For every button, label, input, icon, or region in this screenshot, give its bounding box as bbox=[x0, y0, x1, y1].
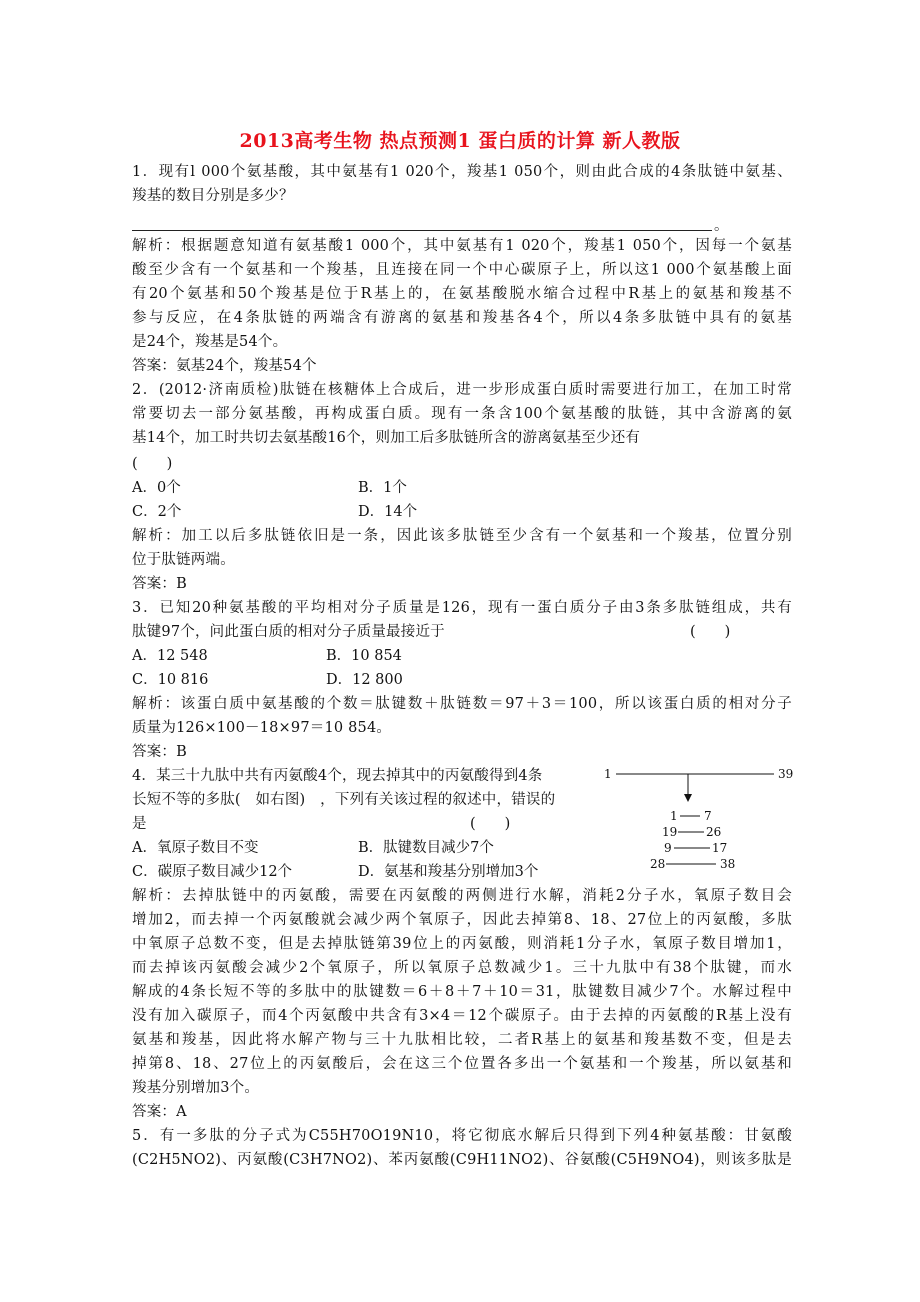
q4-analysis-line: 解成的4条长短不等的多肽中的肽键数＝6＋8＋7＋10＝31，肽键数目减少7个。水解过程中 bbox=[132, 984, 792, 1000]
q2-option-b: B．1个 bbox=[358, 480, 407, 496]
q4-line: 是 bbox=[132, 816, 147, 832]
q3-analysis-line: 质量为126×100－18×97＝10 854。 bbox=[132, 720, 392, 736]
segment-3-end-label: 17 bbox=[712, 841, 728, 855]
q4-option-c: C．碳原子数目减少12个 bbox=[132, 864, 293, 880]
page-title: 2013高考生物 热点预测1 蛋白质的计算 新人教版 bbox=[239, 130, 681, 152]
q1-analysis-line: 参与反应，在4条肽链的两端含有游离的氨基和羧基各4个，所以4条多肽链中具有的氨基 bbox=[132, 310, 792, 326]
q2-answer: 答案：B bbox=[132, 576, 187, 592]
q3-option-d: D．12 800 bbox=[326, 672, 403, 688]
segment-1-end-label: 7 bbox=[704, 809, 712, 823]
q3-answer: 答案：B bbox=[132, 744, 187, 760]
q2-answer-parentheses: ( ) bbox=[132, 456, 173, 472]
q3-option-b: B．10 854 bbox=[326, 648, 402, 664]
q2-line: 2．(2012·济南质检)肽链在核糖体上合成后，进一步形成蛋白质时需要进行加工，在加工时常 bbox=[132, 382, 792, 398]
q1-line-1: 1．现有l 000个氨基酸，其中氨基有1 020个，羧基1 050个，则由此合成的4条肽链中氨基、 bbox=[132, 164, 792, 180]
q1-line-2: 羧基的数目分别是多少？ bbox=[132, 188, 294, 204]
segment-2-start-label: 19 bbox=[662, 825, 678, 839]
segment-3-start-label: 9 bbox=[664, 841, 672, 855]
q1-analysis-line: 是24个，羧基是54个。 bbox=[132, 334, 288, 350]
q4-analysis-line: 增加2，而去掉一个丙氨酸就会减少两个氧原子，因此去掉第8、18、27位上的丙氨酸，多肽 bbox=[132, 912, 792, 928]
q1-analysis-line: 有20个氨基和50个羧基是位于R基上的，在氨基酸脱水缩合过程中R基上的氨基和羧基不 bbox=[132, 286, 792, 302]
q1-blank-period: 。 bbox=[714, 218, 729, 234]
q2-option-d: D．14个 bbox=[358, 504, 418, 520]
q4-analysis-line: 中氧原子总数不变，但是去掉肽链第39位上的丙氨酸，则消耗1分子水，氧原子数目增加1， bbox=[132, 936, 792, 952]
q3-line: 3．已知20种氨基酸的平均相对分子质量是126，现有一蛋白质分子由3条多肽链组成，共有 bbox=[132, 600, 792, 616]
q4-analysis-line: 解析：去掉肽链中的丙氨酸，需要在丙氨酸的两侧进行水解，消耗2分子水，氧原子数目会 bbox=[132, 888, 792, 904]
q1-analysis-line: 酸至少含有一个氨基和一个羧基，且连接在同一个中心碳原子上，所以这1 000个氨基酸上面 bbox=[132, 262, 792, 278]
q2-line: 常要切去一部分氨基酸，再构成蛋白质。现有一条含100个氨基酸的肽链，其中含游离的氨 bbox=[132, 406, 792, 422]
segment-4-end-label: 38 bbox=[720, 857, 736, 871]
q3-option-c: C．10 816 bbox=[132, 672, 209, 688]
main-chain-start-label: 1 bbox=[604, 767, 612, 781]
q2-analysis-line: 解析：加工以后多肽链依旧是一条，因此该多肽链至少含有一个氨基和一个羧基，位置分别 bbox=[132, 528, 792, 544]
q3-analysis-line: 解析：该蛋白质中氨基酸的个数＝肽键数＋肽链数＝97＋3＝100，所以该蛋白质的相对分子 bbox=[132, 696, 792, 712]
q3-option-a: A．12 548 bbox=[132, 648, 208, 664]
q4-option-b: B．肽键数目减少7个 bbox=[358, 840, 494, 856]
q3-answer-parentheses: ( ) bbox=[690, 624, 731, 640]
segment-4-start-label: 28 bbox=[650, 857, 666, 871]
hydrolysis-arrow-head bbox=[684, 794, 692, 802]
q4-analysis-line: 氨基和羧基，因此将水解产物与三十九肽相比较，二者R基上的氨基和羧基数不变，但是去 bbox=[132, 1032, 792, 1048]
q2-option-a: A．0个 bbox=[132, 480, 181, 496]
q4-answer-parentheses: ( ) bbox=[470, 816, 511, 832]
q1-answer-blank bbox=[132, 230, 712, 231]
q4-option-d: D．氨基和羧基分别增加3个 bbox=[358, 864, 539, 880]
q2-option-c: C．2个 bbox=[132, 504, 182, 520]
q4-line: 4．某三十九肽中共有丙氨酸4个，现去掉其中的丙氨酸得到4条 bbox=[132, 768, 543, 784]
q2-line: 基14个，加工时共切去氨基酸16个，则加工后多肽链所含的游离氨基至少还有 bbox=[132, 430, 641, 446]
q4-analysis-line: 掉第8、18、27位上的丙氨酸后，会在这三个位置各多出一个氨基和一个羧基，所以氨基和 bbox=[132, 1056, 792, 1072]
q1-answer: 答案：氨基24个，羧基54个 bbox=[132, 358, 317, 374]
q1-analysis-line: 解析：根据题意知道有氨基酸1 000个，其中氨基有1 020个，羧基1 050个，因每一个氨基 bbox=[132, 238, 792, 254]
q4-analysis-line: 没有加入碳原子，而4个丙氨酸中共含有3×4＝12个碳原子。由于去掉的丙氨酸的R基上没有 bbox=[132, 1008, 792, 1024]
q4-analysis-line: 而去掉该丙氨酸会减少2个氧原子，所以氧原子总数减少1。三十九肽中有38个肽键，而水 bbox=[132, 960, 792, 976]
q5-line: 5．有一多肽的分子式为C55H70O19N10，将它彻底水解后只得到下列4种氨基酸：甘氨酸 bbox=[132, 1128, 792, 1144]
q4-answer: 答案：A bbox=[132, 1104, 187, 1120]
q4-analysis-line: 羧基分别增加3个。 bbox=[132, 1080, 260, 1096]
q4-option-a: A．氧原子数目不变 bbox=[132, 840, 259, 856]
q3-line: 肽键97个，问此蛋白质的相对分子质量最接近于 bbox=[132, 624, 445, 640]
q4-line: 长短不等的多肽( 如右图) ，下列有关该过程的叙述中，错误的 bbox=[132, 792, 556, 808]
segment-2-end-label: 26 bbox=[706, 825, 722, 839]
peptide-hydrolysis-diagram bbox=[600, 760, 800, 880]
segment-1-start-label: 1 bbox=[670, 809, 678, 823]
main-chain-end-label: 39 bbox=[778, 767, 794, 781]
q2-analysis-line: 位于肽链两端。 bbox=[132, 552, 235, 568]
q5-line: (C2H5NO2)、丙氨酸(C3H7NO2)、苯丙氨酸(C9H11NO2)、谷氨酸(C5H9NO4)，则该多肽是 bbox=[132, 1152, 792, 1168]
